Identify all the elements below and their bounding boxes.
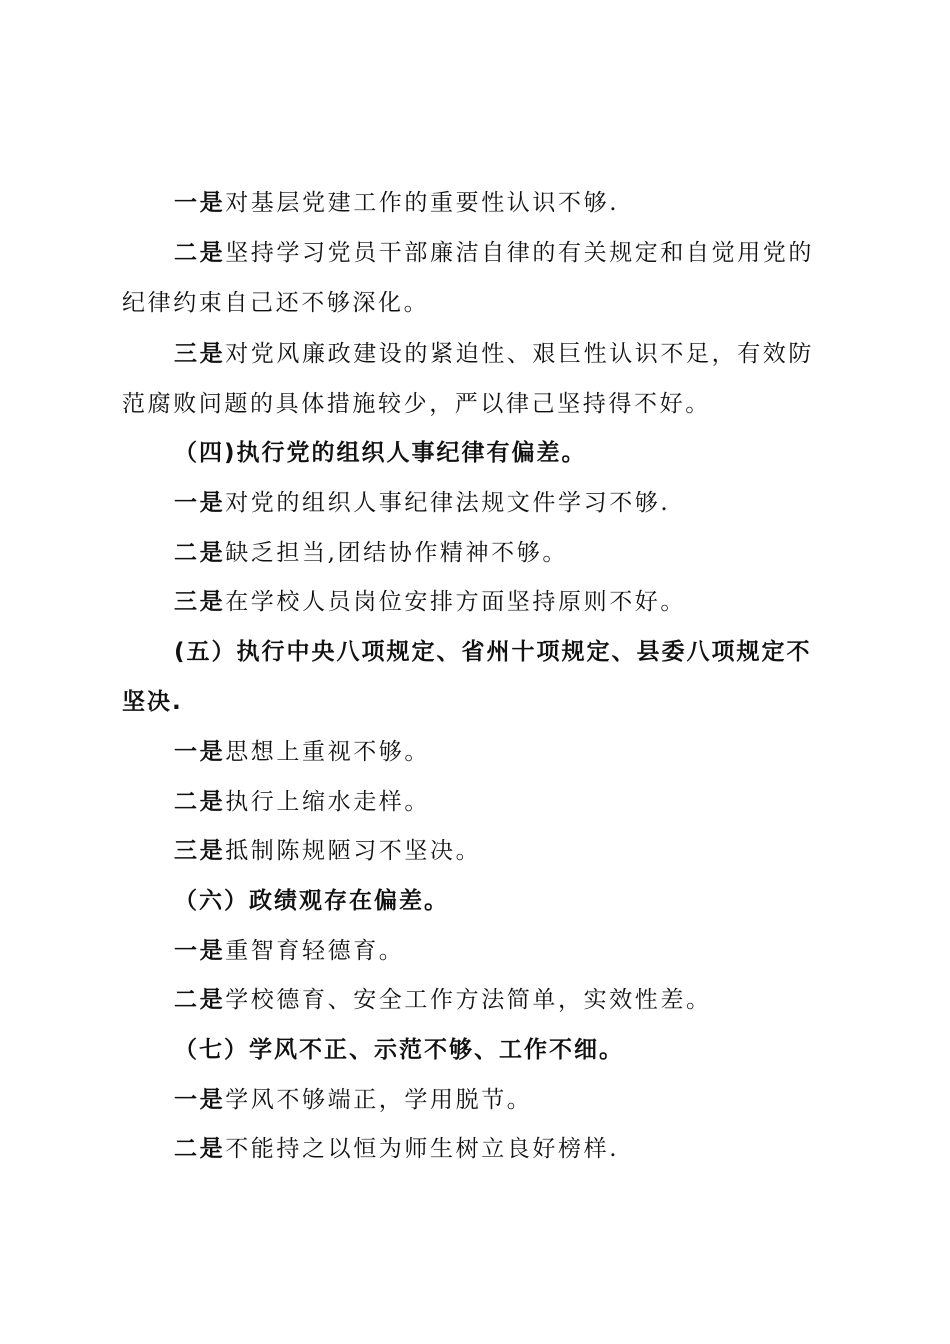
paragraph-lead: 一是 [174,190,226,216]
section-heading-5: (五）执行中央八项规定、省州十项规定、县委八项规定不坚决. [122,639,812,715]
paragraph-lead: 三是 [174,589,226,615]
paragraph-text: 对基层党建工作的重要性认识不够. [225,190,620,216]
paragraph-text: 不能持之以恒为师生树立良好榜样. [225,1136,620,1162]
paragraph-3 [122,329,832,429]
paragraph-lead: 一是 [174,739,226,765]
paragraph-lead: 三是 [174,838,226,864]
paragraph-lead: 二是 [174,1136,226,1162]
section-heading-7: （七）学风不正、示范不够、工作不细。 [174,1037,624,1063]
paragraph-text: 对党的组织人事纪律法规文件学习不够. [225,490,671,516]
paragraph-text: 缺乏担当,团结协作精神不够。 [225,540,568,566]
paragraph-text: 在学校人员岗位安排方面坚持原则不好。 [225,589,687,615]
paragraph-text: 重智育轻德育。 [225,938,405,964]
paragraph-2 [122,228,832,328]
paragraph-text: 思想上重视不够。 [225,739,431,765]
paragraph-9 [122,727,832,777]
paragraph-7 [122,577,832,627]
paragraph-lead: 二是 [174,987,226,1013]
paragraph-1 [122,178,832,228]
paragraph-13 [122,926,832,976]
paragraph-lead: 一是 [174,938,226,964]
paragraph-14 [122,975,832,1025]
paragraph-text: 学风不够端正，学用脱节。 [225,1087,533,1113]
paragraph-6 [122,528,832,578]
paragraph-lead: 三是 [174,341,226,367]
paragraph-11 [122,826,832,876]
paragraph-16 [122,1075,832,1125]
paragraph-10 [122,777,832,827]
paragraph-5 [122,478,832,528]
paragraph-text: 对党风廉政建设的紧迫性、艰巨性认识不足，有效防范腐败问题的具体措施较少，严以律己坚持得不好。 [122,341,815,417]
section-heading-4: （四)执行党的组织人事纪律有偏差。 [174,440,587,466]
paragraph-lead: 一是 [174,490,226,516]
paragraph-lead: 一是 [174,1087,226,1113]
paragraph-lead: 二是 [174,540,226,566]
section-heading-6: （六）政绩观存在偏差。 [174,888,449,914]
paragraph-text: 学校德育、安全工作方法简单，实效性差。 [225,987,712,1013]
paragraph-text: 坚持学习党员干部廉洁自律的有关规定和自觉用党的纪律约束自己还不够深化。 [122,240,815,316]
paragraph-lead: 二是 [174,789,226,815]
paragraph-text: 抵制陈规陋习不坚决。 [225,838,482,864]
paragraph-lead: 二是 [174,240,226,266]
paragraph-text: 执行上缩水走样。 [225,789,431,815]
paragraph-17 [122,1124,832,1174]
